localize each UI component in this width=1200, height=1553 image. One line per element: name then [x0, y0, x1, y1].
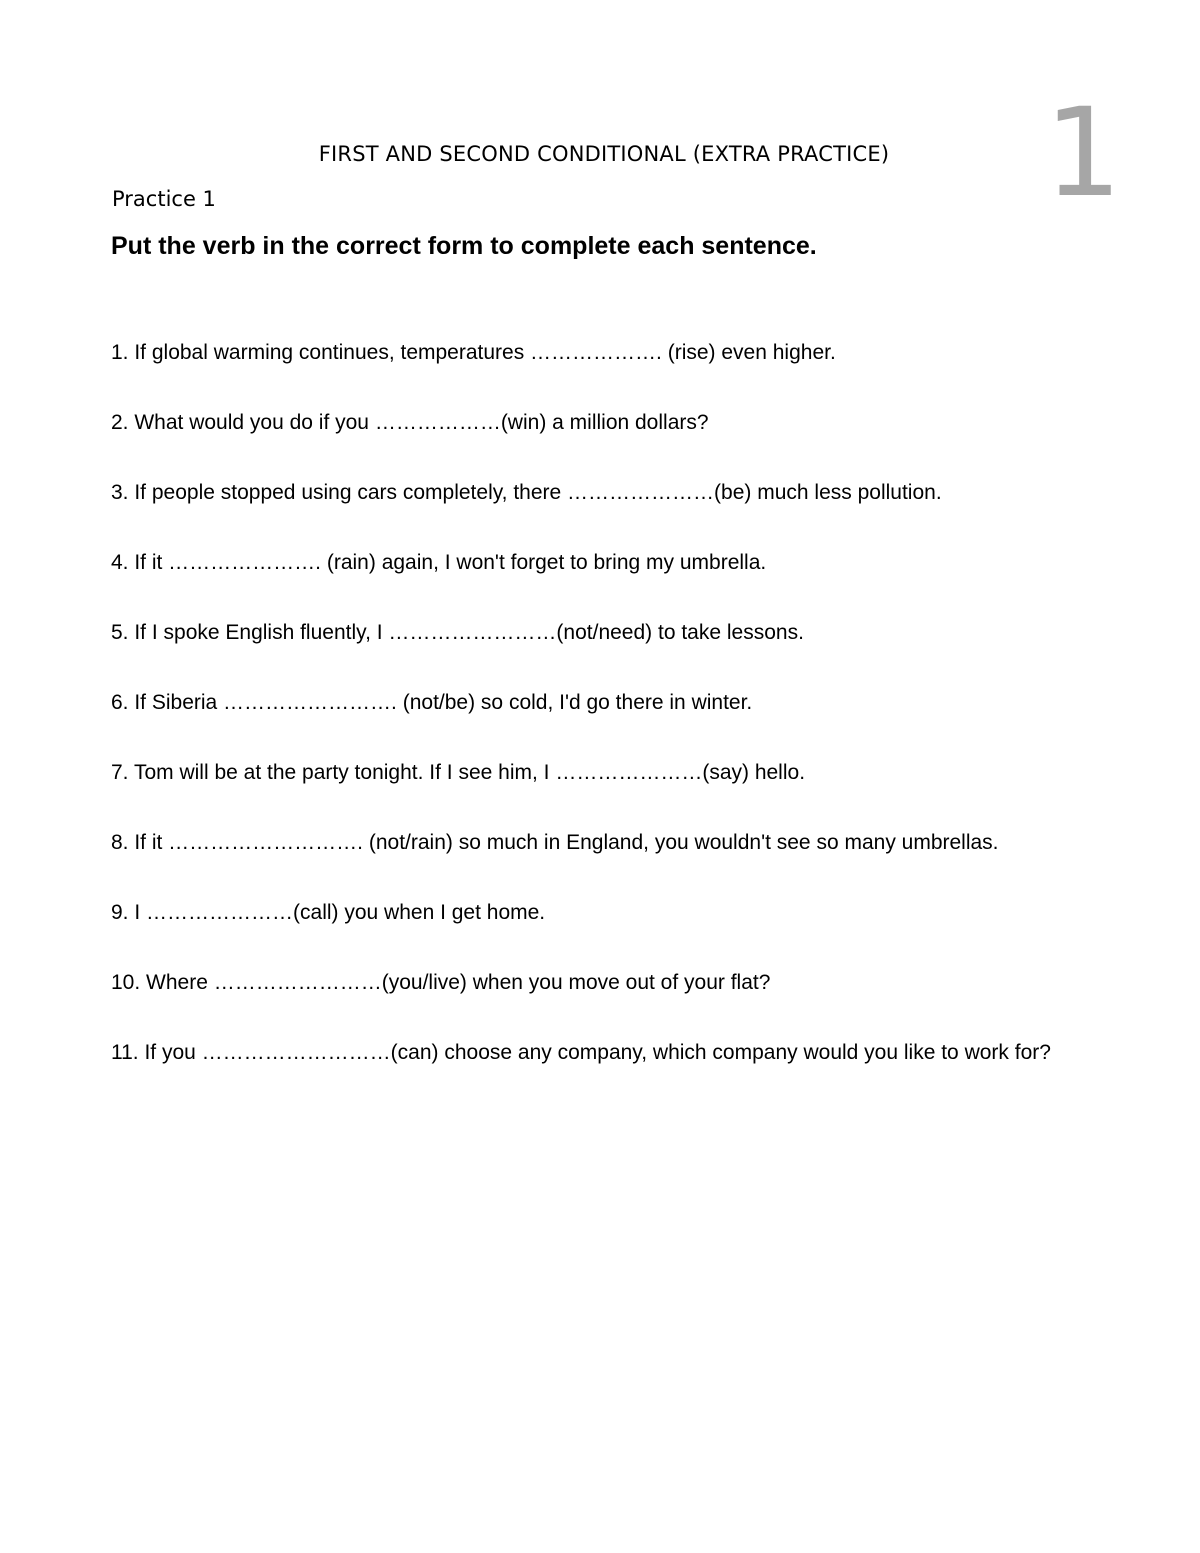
practice-label: Practice 1 — [112, 187, 216, 211]
exercise-text: 7. Tom will be at the party tonight. If I see him, I …………………(say) hello. — [111, 761, 806, 784]
exercise-item — [111, 606, 1071, 660]
exercise-text: 2. What would you do if you ………………(win) a million dollars? — [111, 411, 709, 434]
document-title: FIRST AND SECOND CONDITIONAL (EXTRA PRACTICE) — [318, 142, 890, 166]
exercise-item — [111, 326, 1071, 380]
exercise-text: 9. I …………………(call) you when I get home. — [111, 901, 546, 924]
exercise-item — [111, 886, 1071, 940]
exercise-item — [111, 746, 1071, 800]
exercise-text: 5. If I spoke English fluently, I ……………………(not/need) to take lessons. — [111, 621, 804, 644]
exercise-item — [111, 816, 1071, 870]
page-number: 1 — [1044, 82, 1122, 224]
exercise-item — [111, 956, 1071, 1010]
exercise-text: 11. If you ………………………(can) choose any company, which company would you like to work for? — [111, 1041, 1051, 1064]
exercise-text: 6. If Siberia ……………………. (not/be) so cold, I'd go there in winter. — [111, 691, 753, 714]
exercise-item — [111, 396, 1071, 450]
exercise-text: 10. Where ……………………(you/live) when you move out of your flat? — [111, 971, 771, 994]
exercise-item — [111, 466, 1071, 520]
exercise-item — [111, 1026, 1071, 1080]
exercise-item — [111, 676, 1071, 730]
exercise-text: 4. If it …………………. (rain) again, I won't forget to bring my umbrella. — [111, 551, 767, 574]
exercise-text: 1. If global warming continues, temperatures ………………. (rise) even higher. — [111, 341, 836, 364]
exercise-list — [111, 326, 1071, 1096]
exercise-item — [111, 536, 1071, 590]
instruction-heading: Put the verb in the correct form to complete each sentence. — [111, 232, 817, 260]
exercise-text: 8. If it ………………………. (not/rain) so much in England, you wouldn't see so many umbrellas. — [111, 831, 999, 854]
exercise-text: 3. If people stopped using cars completely, there …………………(be) much less pollution. — [111, 481, 942, 504]
